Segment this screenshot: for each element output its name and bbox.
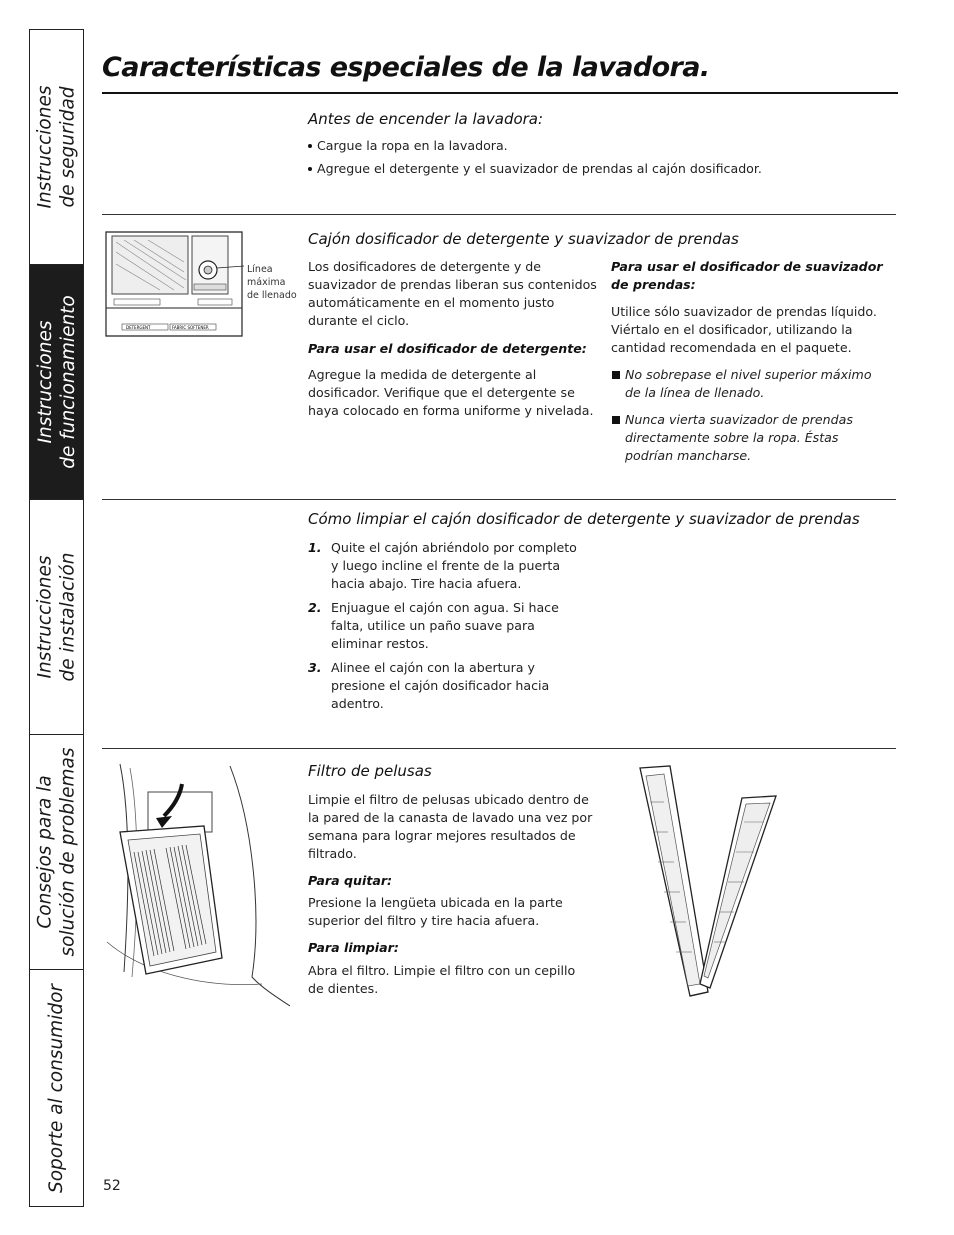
tab-consumer-support-line1: Soporte al consumidor [46, 983, 68, 1193]
softener-subheading: Para usar el dosificador de suavizador de prendas: [611, 259, 883, 292]
tab-safety-line2: de seguridad [57, 86, 79, 208]
warning-max-fill: No sobrepase el nivel superior máximo de la línea de llenado. [625, 367, 872, 400]
lint-filter-open-illustration [634, 762, 780, 1002]
tab-troubleshooting-line1: Consejos para la [34, 775, 56, 929]
side-tabs [29, 29, 84, 1207]
step-number: 2. [308, 600, 322, 615]
tab-troubleshooting-line2: solución de problemas [57, 747, 79, 957]
filter-intro: Limpie el filtro de pelusas ubicado dentro de la pared de la canasta de lavado una vez por semana para lograr mejores resultados de filtrado. [308, 792, 593, 861]
tab-installation-line2: de instalación [57, 552, 79, 682]
filter-heading: Filtro de pelusas [308, 762, 432, 780]
clean-subheading: Para limpiar: [308, 940, 399, 955]
cleaning-step: Alinee el cajón con la abertura y presione el cajón dosificador hacia adentro. [331, 660, 550, 711]
step-number: 3. [308, 660, 322, 675]
step-number: 1. [308, 540, 322, 555]
tab-safety[interactable] [30, 30, 83, 265]
square-bullet-icon [612, 371, 620, 379]
detergent-subheading: Para usar el dosificador de detergente: [308, 341, 587, 356]
cleaning-step: Quite el cajón abriéndolo por completo y luego incline el frente de la puerta hacia abajo. Tire hacia afuera. [331, 540, 577, 591]
tab-installation-line1: Instrucciones [34, 555, 56, 679]
detergent-text: Agregue la medida de detergente al dosificador. Verifique que el detergente se haya colocado en forma uniforme y nivelada. [308, 367, 594, 418]
remove-text: Presione la lengüeta ubicada en la parte superior del filtro y tire hacia afuera. [308, 895, 563, 928]
dispenser-drawer-illustration [104, 228, 244, 348]
bullet-icon [308, 167, 312, 171]
tab-operation-line1: Instrucciones [34, 320, 56, 444]
max-fill-callout: Línea máxima de llenado [247, 264, 297, 301]
section-divider [102, 214, 896, 215]
tab-operation-line2: de funcionamiento [57, 295, 79, 469]
bullet-icon [308, 144, 312, 148]
dispenser-heading: Cajón dosificador de detergente y suavizador de prendas [308, 230, 739, 248]
warning-no-direct: Nunca vierta suavizador de prendas directamente sobre la ropa. Éstas podrían mancharse. [625, 412, 853, 463]
drawer-label-detergent: DETERGENT [126, 325, 151, 330]
tab-troubleshooting[interactable] [30, 735, 83, 970]
cleaning-heading: Cómo limpiar el cajón dosificador de detergente y suavizador de prendas [308, 510, 860, 528]
before-heading: Antes de encender la lavadora: [308, 110, 544, 128]
page-number: 52 [103, 1178, 121, 1194]
title-divider [102, 92, 898, 94]
square-bullet-icon [612, 416, 620, 424]
cleaning-step: Enjuague el cajón con agua. Si hace falta, utilice un paño suave para eliminar restos. [331, 600, 559, 651]
remove-subheading: Para quitar: [308, 873, 393, 888]
lint-filter-removal-illustration [102, 762, 292, 1012]
dispenser-intro: Los dosificadores de detergente y de suavizador de prendas liberan sus contenidos automáticamente en el momento justo durante el ciclo. [308, 259, 597, 328]
before-bullet: Agregue el detergente y el suavizador de prendas al cajón dosificador. [308, 160, 762, 178]
tab-operation[interactable] [30, 265, 83, 500]
page-title: Características especiales de la lavadora. [102, 52, 710, 83]
section-divider [102, 499, 896, 500]
tab-consumer-support[interactable] [30, 970, 83, 1206]
before-bullet: Cargue la ropa en la lavadora. [308, 137, 508, 155]
softener-text: Utilice sólo suavizador de prendas líquido. Viértalo en el dosificador, utilizando la cantidad recomendada en el paquete. [611, 304, 877, 355]
tab-installation[interactable] [30, 500, 83, 735]
clean-text: Abra el filtro. Limpie el filtro con un cepillo de dientes. [308, 963, 576, 996]
drawer-label-softener: FABRIC SOFTENER [172, 325, 209, 330]
tab-safety-line1: Instrucciones [34, 85, 56, 209]
section-divider [102, 748, 896, 749]
